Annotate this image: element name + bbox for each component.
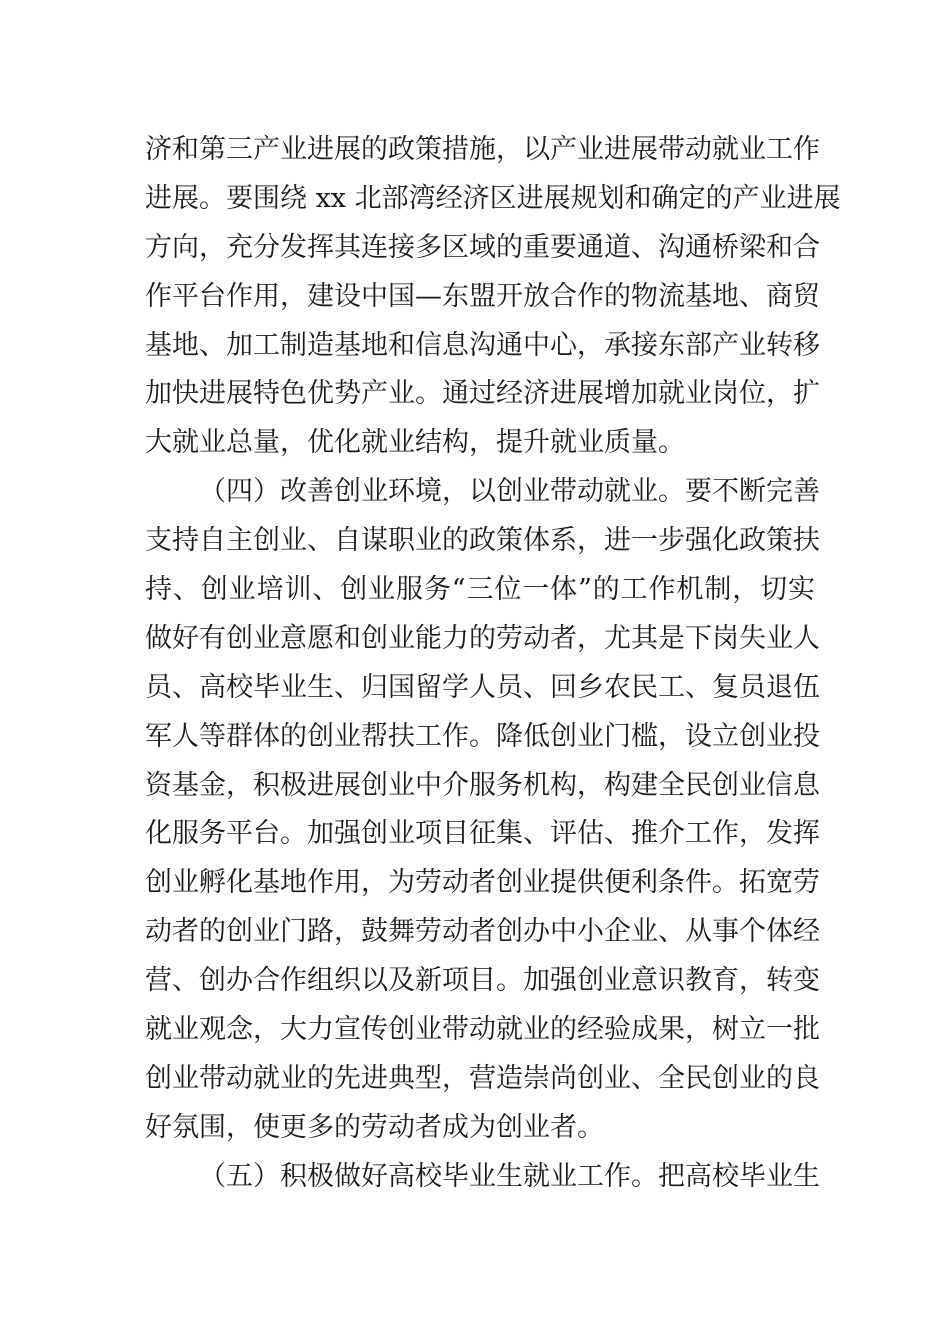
paragraph-heading-4: （四）改善创业环境，以创业带动就业。要不断完善 — [199, 476, 820, 508]
text-line: 资基金，积极进展创业中介服务机构，构建全民创业信息 — [145, 769, 820, 801]
text-line: 支持自主创业、自谋职业的政策体系，进一步强化政策扶 — [145, 525, 820, 557]
body-text — [145, 126, 841, 1202]
text-line: 军人等群体的创业帮扶工作。降低创业门槛，设立创业投 — [145, 720, 820, 752]
text-line: 基地、加工制造基地和信息沟通中心，承接东部产业转移 — [145, 329, 820, 361]
text-line: 方向，充分发挥其连接多区域的重要通道、沟通桥梁和合 — [145, 231, 820, 263]
text-line: 持、创业培训、创业服务“三位一体”的工作机制，切实 — [145, 574, 815, 606]
text-line: 动者的创业门路，鼓舞劳动者创办中小企业、从事个体经 — [145, 916, 820, 948]
text-line: 创业带动就业的先进典型，营造崇尚创业、全民创业的良 — [145, 1062, 820, 1094]
text-line: 化服务平台。加强创业项目征集、评估、推介工作，发挥 — [145, 818, 820, 850]
text-line: 大就业总量，优化就业结构，提升就业质量。 — [145, 427, 685, 459]
text-line: 就业观念，大力宣传创业带动就业的经验成果，树立一批 — [145, 1014, 820, 1046]
text-line: 作平台作用，建设中国—东盟开放合作的物流基地、商贸 — [145, 280, 820, 312]
text-line: 加快进展特色优势产业。通过经济进展增加就业岗位，扩 — [145, 378, 820, 410]
text-line: 创业孵化基地作用，为劳动者创业提供便利条件。拓宽劳 — [145, 867, 820, 899]
text-line: 济和第三产业进展的政策措施，以产业进展带动就业工作 — [145, 134, 820, 165]
text-line: 员、高校毕业生、归国留学人员、回乡农民工、复员退伍 — [145, 671, 820, 703]
text-line: 营、创办合作组织以及新项目。加强创业意识教育，转变 — [145, 965, 820, 997]
text-line: 进展。要围绕 xx 北部湾经济区进展规划和确定的产业进展 — [145, 182, 841, 214]
text-line: 做好有创业意愿和创业能力的劳动者，尤其是下岗失业人 — [145, 622, 820, 654]
paragraph-heading-5: （五）积极做好高校毕业生就业工作。把高校毕业生 — [199, 1160, 820, 1192]
text-line: 好氛围，使更多的劳动者成为创业者。 — [145, 1111, 604, 1143]
